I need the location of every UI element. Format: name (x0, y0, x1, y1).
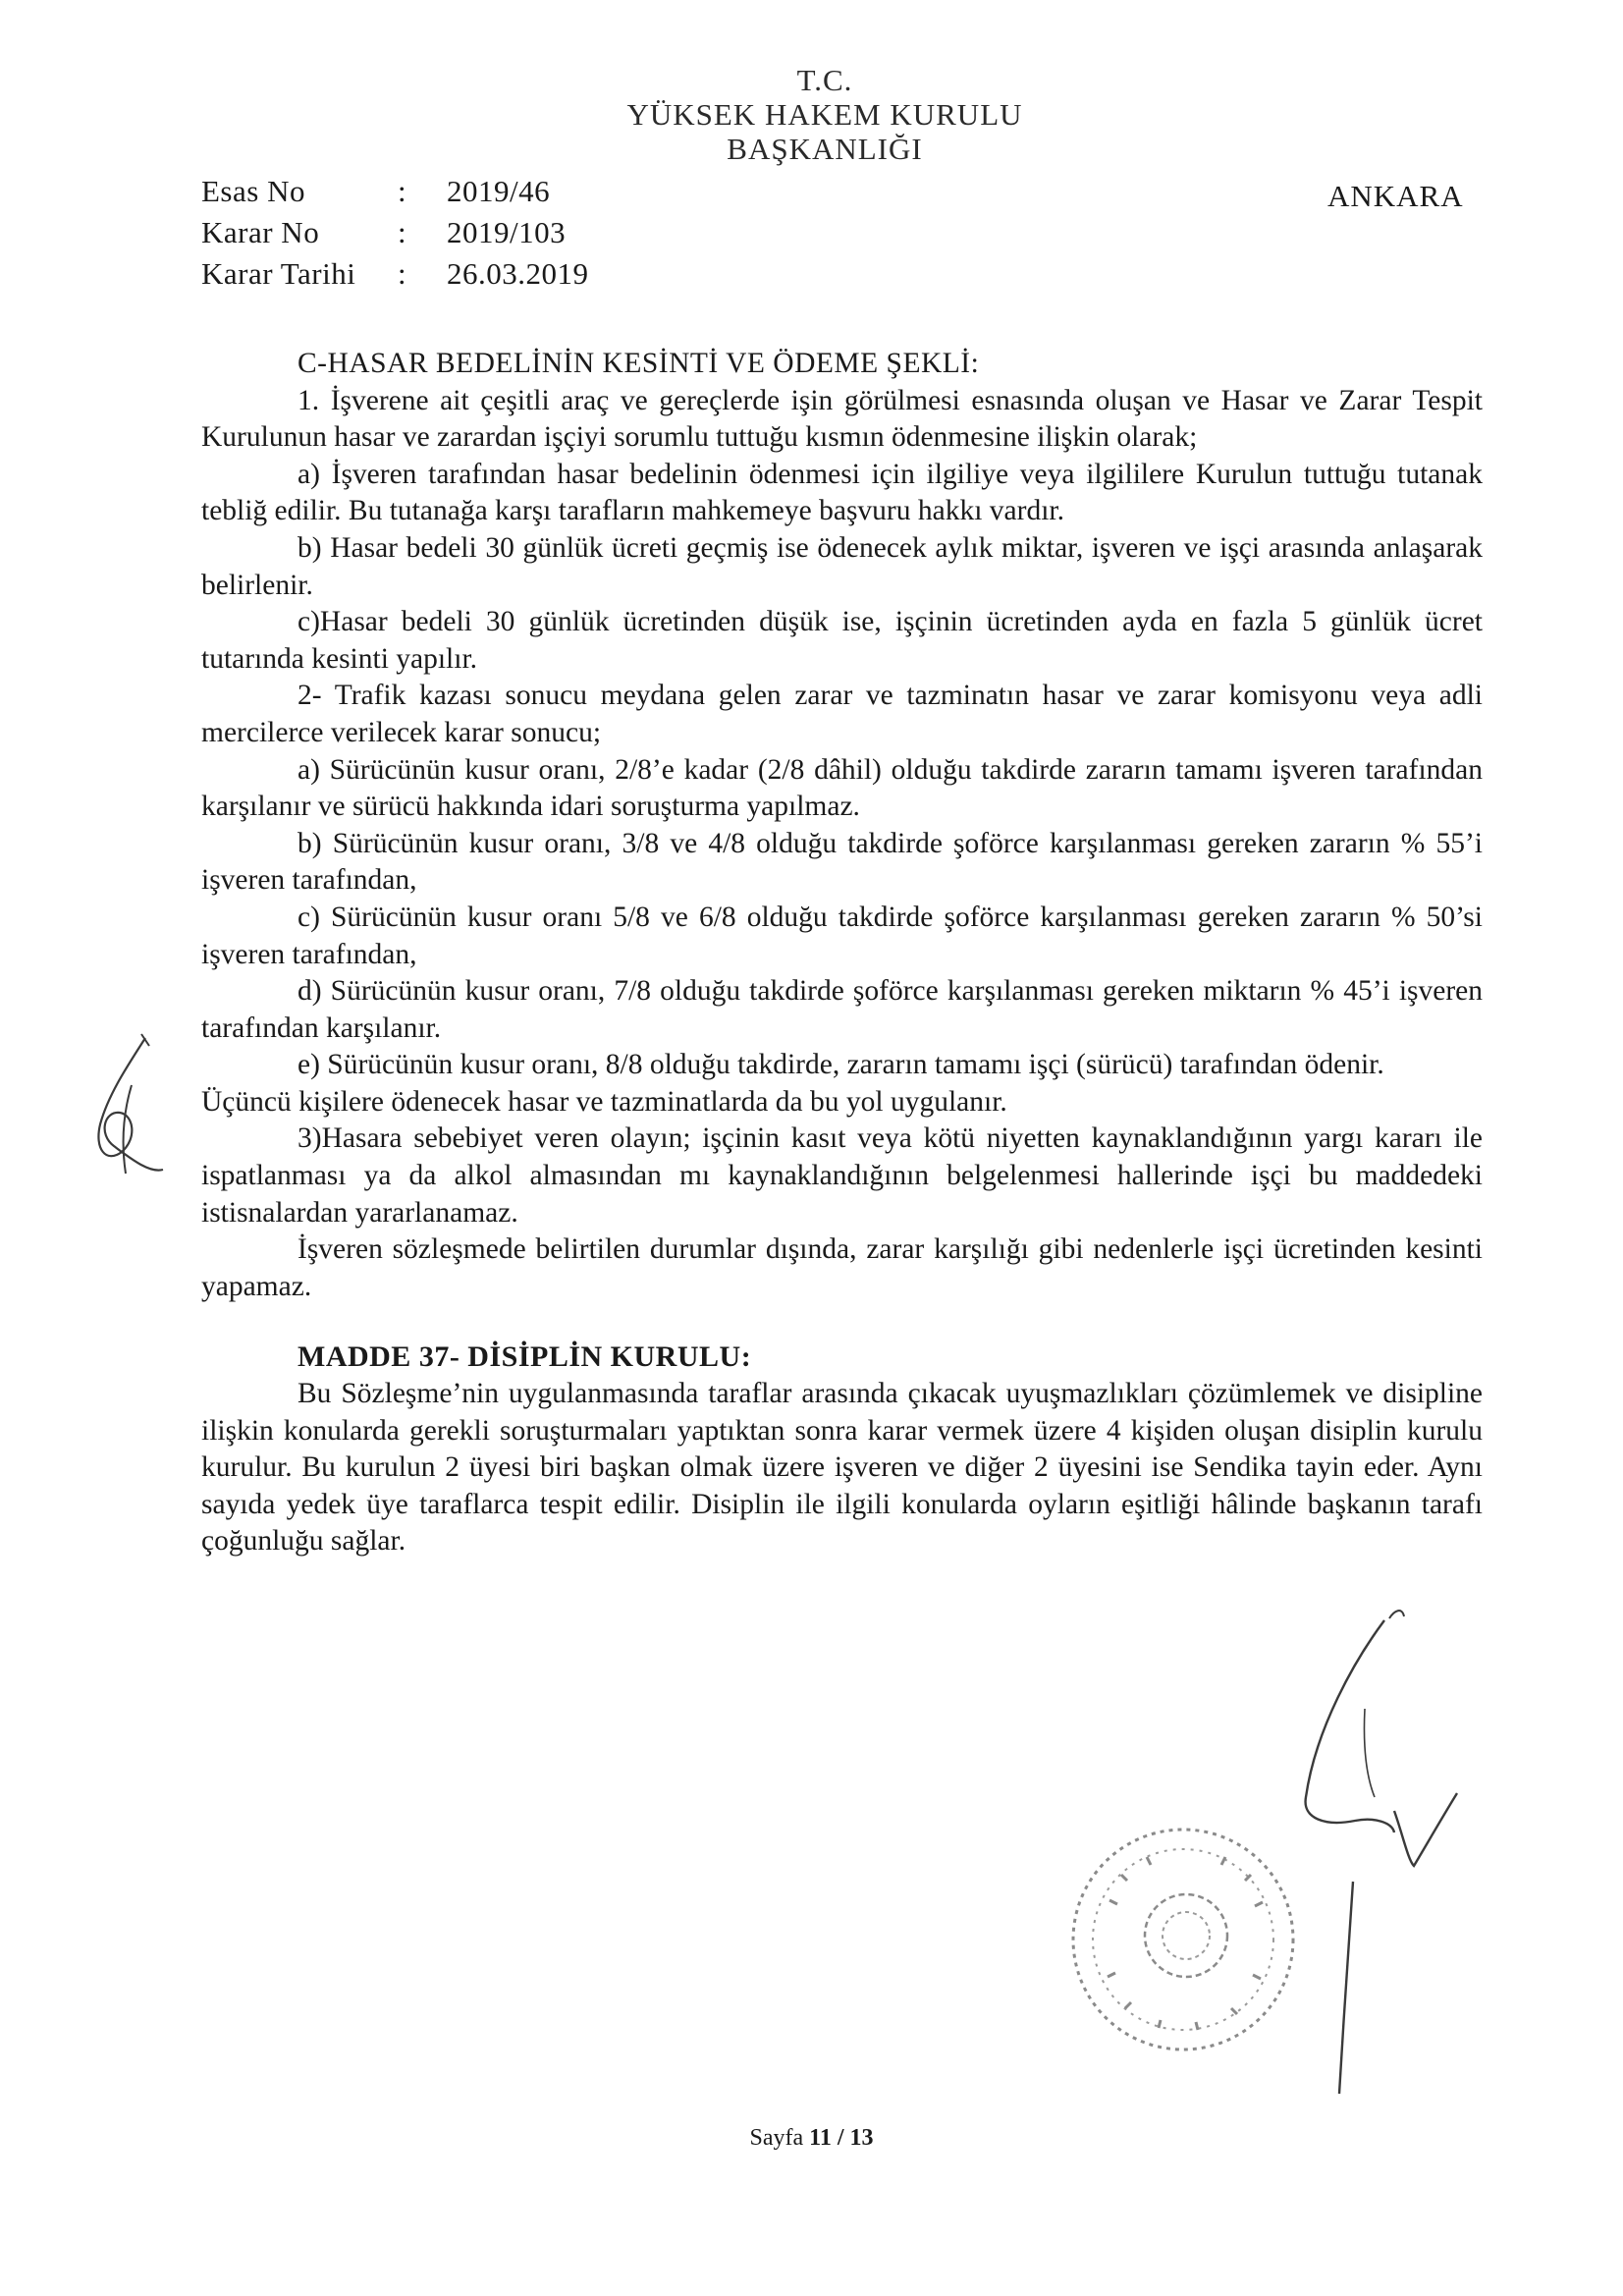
margin-initial-signature (69, 1026, 177, 1183)
tarih-colon: : (398, 256, 406, 291)
paragraph-2e: e) Sürücünün kusur oranı, 8/8 olduğu takdirde, zararın tamamı işçi (sürücü) tarafından ödenir. (298, 1049, 1384, 1081)
section-title: C-HASAR BEDELİNİN KESİNTİ VE ÖDEME ŞEKLİ: (298, 348, 980, 379)
paragraph-5: Bu Sözleşme’nin uygulanmasında taraflar arasında çıkacak uyuşmazlıkları çözümlemek ve disipline ilişkin konularda gerekli soruşturmaları yaptıktan sonra karar vermek üzere 4 kişiden oluşan disiplin kurulu kurulur. Bu kurulun 2 üyesi biri başkan olmak üzere işveren ve diğer 2 üyesini ise Sendika tayin eder. Aynı sayıda yedek üye taraflarca tespit edilir. Disiplin ile ilgili konularda oyların eşitliği hâlinde başkanın tarafı çoğunluğu sağlar. (201, 1378, 1483, 1558)
tarih-row (201, 253, 589, 295)
document-header (530, 63, 1119, 166)
paragraph-2a: a) Sürücünün kusur oranı, 2/8’e kadar (2/8 dâhil) olduğu takdirde zararın tamamı işveren tarafından karşılanır ve sürücü hakkında idari soruşturma yapılmaz. (201, 753, 1483, 823)
paragraph-1b: b) Hasar bedeli 30 günlük ücreti geçmiş ise ödenecek aylık miktar, işveren ve işçi arasında anlaşarak belirlenir. (201, 531, 1483, 601)
paragraph-4: İşveren sözleşmede belirtilen durumlar dışında, zarar karşılığı gibi nedenlerle işçi ücretinden kesinti yapamaz. (201, 1233, 1483, 1302)
city-name: ANKARA (1327, 179, 1464, 213)
official-seal-stamp (1051, 1812, 1316, 2067)
header-line-presidency: BAŞKANLIĞI (727, 132, 923, 166)
paragraph-2d: d) Sürücünün kusur oranı, 7/8 olduğu takdirde şoförce karşılanması gereken miktarın % 45’i işveren tarafından karşılanır. (201, 975, 1483, 1044)
esas-value: 2019/46 (447, 174, 551, 208)
paragraph-1a: a) İşveren tarafından hasar bedelinin ödenmesi için ilgiliye veya ilgililere Kurulun tuttuğu tutanak tebliğ edilir. Bu tutanağa karşı tarafların mahkemeye başvuru hakkı vardır. (201, 458, 1483, 527)
header-line-institution: YÜKSEK HAKEM KURULU (626, 97, 1023, 132)
page-prefix: Sayfa (749, 2125, 810, 2151)
karar-label: Karar No (201, 215, 320, 249)
page-footer (0, 2125, 1623, 2152)
karar-colon: : (398, 215, 406, 249)
esas-colon: : (398, 174, 406, 208)
paragraph-third-parties: Üçüncü kişilere ödenecek hasar ve tazminatlarda da bu yol uygulanır. (201, 1085, 1007, 1118)
esas-label: Esas No (201, 174, 305, 208)
karar-row (201, 212, 589, 253)
paragraph-1c: c)Hasar bedeli 30 günlük ücretinden düşük ise, işçinin ücretinden ayda en fazla 5 günlük ücret tutarında kesinti yapılır. (201, 606, 1483, 675)
page-current: 11 (809, 2125, 832, 2151)
madde-37-title: MADDE 37- DİSİPLİN KURULU: (298, 1340, 752, 1374)
page-total: 13 (849, 2125, 874, 2151)
paragraph-3: 3)Hasara sebebiyet veren olayın; işçinin kasıt veya kötü niyetten kaynaklandığının yargı kararı ile ispatlanması ya da alkol almasından mı kaynaklandığının belgelenmesi hallerinde işçi bu maddedeki istisnalardan yararlanamaz. (201, 1122, 1483, 1229)
paragraph-2: 2- Trafik kazası sonucu meydana gelen zarar ve tazminatın hasar ve zarar komisyonu veya adli mercilerce verilecek karar sonucu; (201, 680, 1483, 748)
page-separator: / (831, 2125, 850, 2151)
tarih-label: Karar Tarihi (201, 256, 356, 291)
esas-row (201, 171, 589, 212)
karar-value: 2019/103 (447, 215, 567, 249)
paragraph-2c: c) Sürücünün kusur oranı 5/8 ve 6/8 olduğu takdirde şoförce karşılanması gereken zararın % 50’si işveren tarafından, (201, 901, 1483, 970)
document-body (201, 346, 1483, 1560)
case-info (201, 171, 589, 295)
paragraph-2b: b) Sürücünün kusur oranı, 3/8 ve 4/8 olduğu takdirde şoförce karşılanması gereken zararın % 55’i işveren tarafından, (201, 827, 1483, 897)
signature-stroke (1327, 1876, 1367, 2102)
tarih-value: 26.03.2019 (447, 256, 589, 291)
header-line-tc: T.C. (796, 63, 853, 97)
paragraph-1: 1. İşverene ait çeşitli araç ve gereçlerde işin görülmesi esnasında oluşan ve Hasar ve Zarar Tespit Kurulunun hasar ve zarardan işçiyi sorumlu tuttuğu kısmın ödenmesine ilişkin olarak; (201, 384, 1483, 454)
